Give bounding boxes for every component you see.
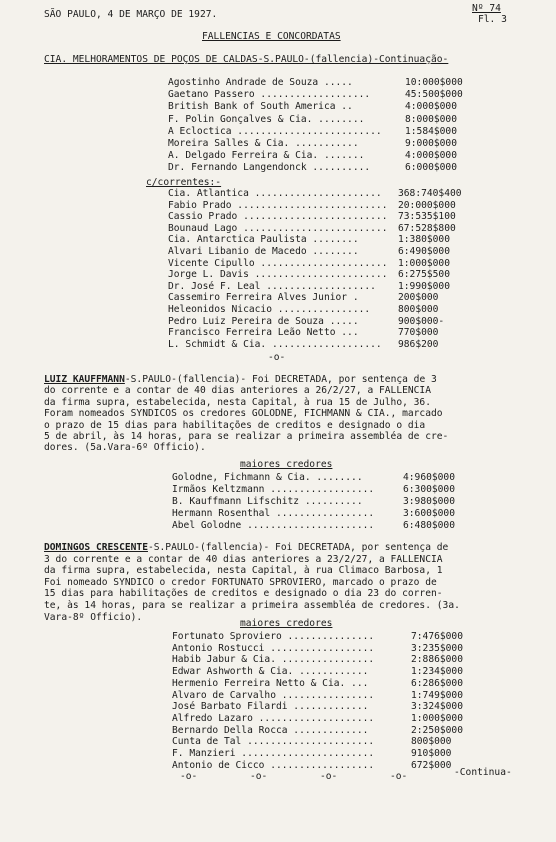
creditors-label: maiores credores — [240, 618, 333, 629]
notice-line — [44, 442, 206, 454]
creditor-amount: 45:500$000 — [405, 89, 463, 101]
notice-text-run: 5 de abril, às 14 horas, para se realizar a primeira assembléa de cre- — [44, 431, 449, 442]
creditor-name: Antonio de Cicco .................. — [172, 759, 375, 771]
creditor-name: Moreira Salles & Cia. ........... — [168, 138, 359, 149]
creditor-name: Gaetano Passero ................... — [168, 89, 371, 101]
creditor-name: British Bank of South America .. — [168, 101, 353, 113]
notice-line — [44, 588, 443, 600]
creditor-amount: 1:749$000 — [411, 689, 463, 701]
creditor-name: Hermenio Ferreira Netto & Cia. ... — [172, 677, 369, 689]
creditor-amount: 1:990$000 — [398, 280, 450, 292]
creditor-name: Bernardo Della Rocca ............. — [172, 724, 369, 736]
notice-line — [44, 554, 443, 566]
notice-text-run: Foram nomeados SYNDICOS os credores GOLODNE, FICHMANN & CIA., marcado — [44, 408, 443, 420]
creditor-name: Alvaro de Carvalho ................ — [172, 689, 375, 701]
notice-line — [44, 374, 437, 386]
accounts-label: c/correntes:- — [146, 177, 222, 188]
creditor-name: A Ecloctica ......................... — [168, 125, 382, 137]
creditor-amount: 4:960$000 — [403, 472, 455, 483]
creditor-name: Golodne, Fichmann & Cia. ........ — [172, 472, 363, 483]
creditor-amount: 2:886$000 — [411, 654, 463, 666]
creditor-amount: 1:380$000 — [398, 234, 450, 246]
notice-text-run: o prazo de 15 dias para habilitações de creditos e designado o dia — [44, 419, 426, 431]
notice-text-run: -S.PAULO-(fallencia)- Foi DECRETADA, por sentença de — [147, 542, 449, 553]
separator: -o- — [390, 771, 408, 782]
notice-text-run: dores. (5a.Vara-6º Officio). — [44, 442, 206, 454]
creditor-amount: 67:528$800 — [398, 222, 456, 234]
creditor-amount: 986$200 — [398, 338, 439, 350]
creditor-name: F. Polin Gonçalves & Cia. ........ — [168, 113, 365, 125]
sheet-number: Fl. 3 — [478, 14, 507, 25]
creditor-name: Cassemiro Ferreira Alves Junior . — [168, 292, 359, 304]
creditor-amount: 770$000 — [398, 327, 439, 339]
creditor-amount: 368:740$400 — [398, 188, 462, 199]
debtor-name: LUIZ KAUFFMANN — [44, 374, 125, 385]
creditor-name: Edwar Ashworth & Cia. ............ — [172, 666, 369, 678]
notice-text-run: 15 dias para habilitações de creditos e designado o dia 23 do corren- — [44, 588, 443, 600]
creditor-amount: 900$000- — [398, 315, 445, 327]
continuation-note: -Continua- — [454, 767, 512, 778]
notice-line — [44, 565, 443, 577]
creditor-amount: 2:250$000 — [411, 724, 463, 736]
dateline: SÃO PAULO, 4 DE MARÇO DE 1927. — [44, 9, 218, 20]
notice-line — [44, 397, 431, 409]
creditor-amount: 1:584$000 — [405, 125, 457, 137]
notice-text-run: da firma supra, estabelecida, nesta Capital, à rua 15 de Julho, 36. — [44, 396, 431, 408]
notice-line — [44, 420, 425, 432]
creditor-amount: 10:000$000 — [405, 77, 463, 88]
creditor-amount: 1:234$000 — [411, 666, 463, 678]
notice-line — [44, 577, 437, 589]
separator: -o- — [320, 771, 338, 782]
creditor-amount: 3:980$000 — [403, 496, 455, 508]
creditor-amount: 6:000$000 — [405, 162, 457, 174]
creditor-name: Heleonidos Nicacio ................ — [168, 304, 371, 315]
creditor-amount: 7:476$000 — [411, 631, 463, 642]
creditor-amount: 9:000$000 — [405, 138, 457, 149]
creditor-amount: 6:286$000 — [411, 677, 463, 689]
creditor-name: Irmãos Keltzmann .................. — [172, 484, 375, 496]
notice-text-run: Foi nomeado SYNDICO o credor FORTUNATO SPROVIERO, marcado o prazo de — [44, 576, 437, 588]
notice-line — [44, 431, 448, 443]
creditor-amount: 800$000 — [398, 304, 439, 315]
notice-line — [44, 612, 142, 624]
creditor-amount: 1:000$000 — [398, 257, 450, 269]
creditor-name: A. Delgado Ferreira & Cia. ....... — [168, 150, 365, 162]
creditor-amount: 6:480$000 — [403, 520, 455, 532]
notice-text-run: -S.PAULO-(fallencia)- Foi DECRETADA, por sentença de 3 — [124, 374, 437, 385]
creditor-name: Antonio Rostucci .................. — [172, 642, 375, 654]
creditor-amount: 200$000 — [398, 292, 439, 304]
creditor-name: Cunta de Tal ...................... — [172, 736, 375, 748]
creditor-amount: 8:000$000 — [405, 113, 457, 125]
section-heading: CIA. MELHORAMENTOS DE POÇOS DE CALDAS-S.PAULO-(fallencia)-Continuação- — [44, 54, 449, 65]
separator: -o- — [268, 352, 286, 363]
creditor-name: Habib Jabur & Cia. ................ — [172, 654, 375, 666]
notice-text-run: 3 do corrente e a contar de 40 dias anteriores a 23/2/27, a FALLENCIA — [44, 553, 443, 565]
creditor-name: Dr. Fernando Langendonck .......... — [168, 162, 371, 174]
notice-line — [44, 408, 443, 420]
notice-text-run: da firma supra, estabelecida, nesta Capital, à rua Climaco Barbosa, 1 — [44, 565, 443, 577]
creditor-name: Jorge L. Davis ....................... — [168, 269, 388, 281]
notice-text-run: do corrente e a contar de 40 dias anteriores a 26/2/27, a FALLENCIA — [44, 385, 431, 397]
page-title: FALLENCIAS E CONCORDATAS — [202, 31, 341, 42]
creditor-amount: 73:535$100 — [398, 211, 456, 223]
notice-line — [44, 542, 448, 554]
creditor-name: Abel Golodne ...................... — [172, 520, 375, 532]
creditor-name: Agostinho Andrade de Souza ..... — [168, 77, 353, 88]
separator: -o- — [250, 771, 268, 782]
creditor-amount: 800$000 — [411, 736, 452, 748]
creditor-name: Pedro Luiz Pereira de Souza ..... — [168, 315, 359, 327]
notice-line — [44, 600, 460, 612]
creditor-amount: 3:600$000 — [403, 508, 455, 520]
creditor-amount: 910$000 — [411, 748, 452, 759]
creditor-amount: 4:000$000 — [405, 150, 457, 162]
creditor-name: Cia. Antarctica Paulista ........ — [168, 234, 359, 246]
creditor-name: Bounaud Lago ......................... — [168, 222, 388, 234]
creditor-amount: 6:300$000 — [403, 484, 455, 496]
creditor-name: Vicente Cipullo ...................... — [168, 257, 388, 269]
creditor-name: Alvari Libanio de Macedo ........ — [168, 246, 359, 257]
creditor-amount: 3:235$000 — [411, 642, 463, 654]
creditor-amount: 20:000$000 — [398, 199, 456, 211]
creditors-label: maiores credores — [240, 459, 333, 470]
page-number: Nº 74 — [472, 3, 501, 14]
creditor-name: F. Manzieri ....................... — [172, 748, 375, 759]
creditor-amount: 3:324$000 — [411, 701, 463, 713]
debtor-name: DOMINGOS CRESCENTE — [44, 542, 148, 553]
notice-text-run: te, às 14 horas, para se realizar a primeira assembléa de credores. (3a. — [44, 600, 460, 611]
creditor-name: Francisco Ferreira Leão Netto ... — [168, 327, 359, 339]
separator: -o- — [180, 771, 198, 782]
creditor-name: Hermann Rosenthal ................. — [172, 508, 375, 520]
creditor-name: Cia. Atlantica ...................... — [168, 188, 382, 199]
creditor-amount: 1:000$000 — [411, 712, 463, 724]
creditor-name: José Barbato Filardi ............. — [172, 701, 369, 713]
creditor-amount: 6:490$000 — [398, 246, 450, 257]
creditor-name: Fabio Prado .......................... — [168, 199, 388, 211]
notice-text-run: Vara-8º Officio). — [44, 611, 143, 623]
creditor-name: Fortunato Sproviero ............... — [172, 631, 375, 642]
creditor-name: B. Kauffmann Lifschitz .......... — [172, 496, 363, 508]
creditor-amount: 672$000 — [411, 759, 452, 771]
creditor-name: Dr. José F. Leal ................... — [168, 280, 376, 292]
creditor-name: Alfredo Lazaro .................... — [172, 712, 375, 724]
creditor-name: Cassio Prado ......................... — [168, 211, 388, 223]
creditor-amount: 6:275$500 — [398, 269, 450, 281]
creditor-name: L. Schmidt & Cia. ................... — [168, 338, 382, 350]
notice-line — [44, 385, 431, 397]
creditor-amount: 4:000$000 — [405, 101, 457, 113]
